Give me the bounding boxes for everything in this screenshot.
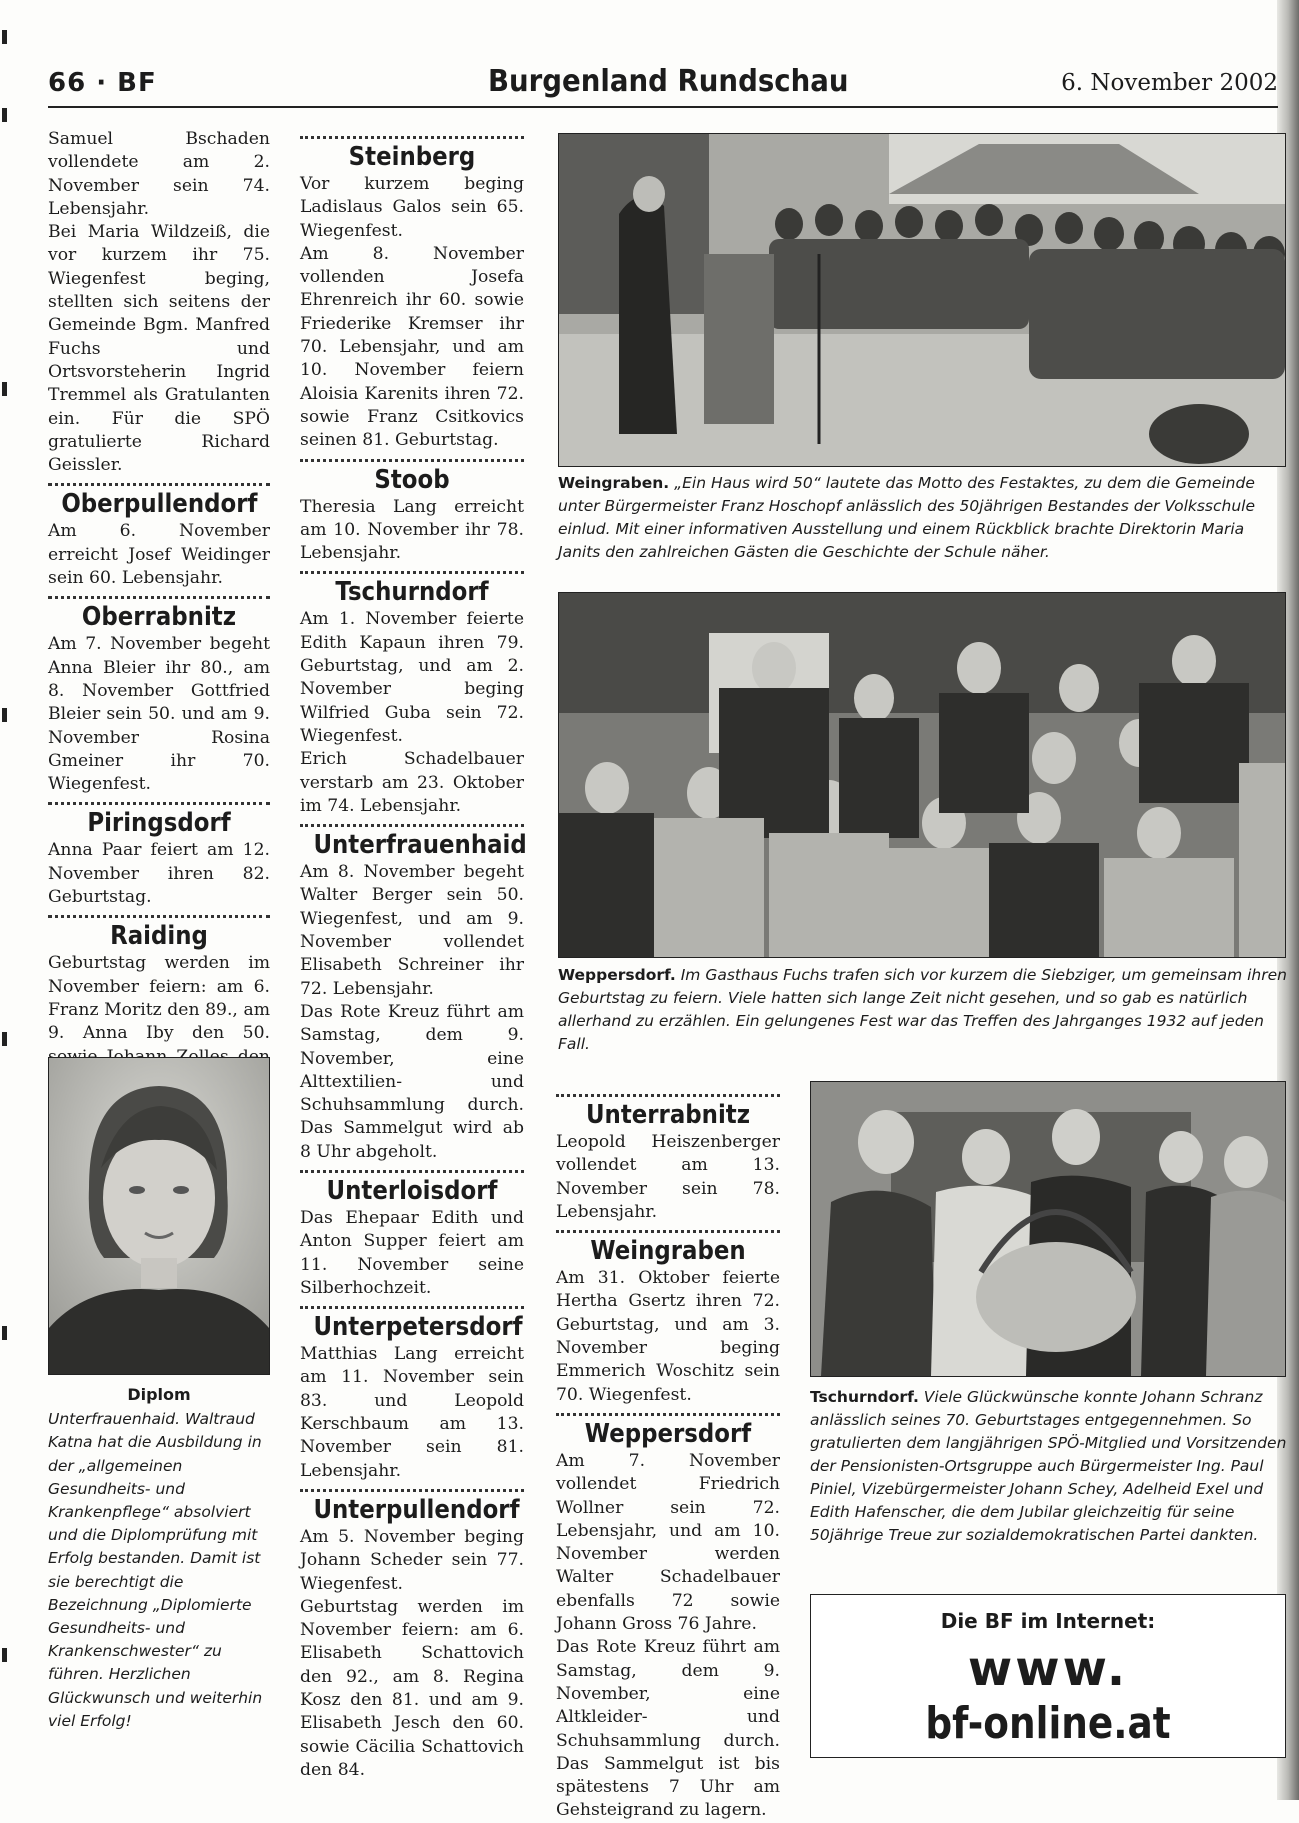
caption-text: Im Gasthaus Fuchs trafen sich vor kurzem die Siebziger, um gemeinsam ihren Geburtstag zu feiern. Viele hatten sich lange Zeit nicht gesehen, und so gab es natürlich allerhand zu erzählen. Ein gelungenes Fest war das Treffen des Jahrganges 1932 auf jeden Fall. (558, 966, 1287, 1053)
section-heading: Weppersdorf (584, 1418, 752, 1449)
ad-domain-link[interactable]: bf-online.at (925, 1698, 1171, 1749)
caption-text: Viele Glückwünsche konnte Johann Schranz anlässlich seines 70. Geburtstages entgegennehmen. So gratulierten dem langjährigen SPÖ-Mitglied und Vorsitzenden der Pensionisten-Ortsgruppe auch Bürgermeister Ing. Paul Piniel, Vizebürgermeister Johann Schey, Adelheid Exel und Edith Hafenscher, die dem Jubilar gleichzeitig für seine 50jährige Treue zur sozialdemokratischen Partei dankten. (810, 1388, 1287, 1544)
section-heading: Oberrabnitz (81, 602, 237, 633)
section-divider (48, 596, 270, 599)
portrait-photo (48, 1057, 270, 1375)
caption-text: „Ein Haus wird 50“ lautete das Motto des Festaktes, zu dem die Gemeinde unter Bürgermeister Franz Hoschopf anlässlich des 50jährigen Bestandes der Volksschule einlud. Mit einer informativen Ausstellung und einem Rückblick brachte Direktorin Maria Janits den zahlreichen Gästen die Geschichte der Schule näher. (558, 474, 1256, 561)
paragraph: Am 7. November begeht Anna Bleier ihr 80., am 8. November Gottfried Bleier sein 50. und am 9. November Rosina Gmeiner ihr 70. Wiegenfest. (48, 634, 270, 795)
section-divider (556, 1413, 780, 1416)
scan-mark (2, 1648, 7, 1662)
paragraph: Das Rote Kreuz führt am Samstag, dem 9. November, eine Altkleider- und Schuhsammlung durch. Das Sammelgut ist bis spätestens 7 Uhr am Gehsteigrand zu lagern. (556, 1637, 780, 1821)
section-heading: Stoob (374, 464, 450, 495)
scan-mark (2, 1032, 7, 1046)
paragraph: Leopold Heiszenberger vollendet am 13. November sein 78. Lebensjahr. (556, 1132, 780, 1222)
photo-tschurndorf-caption (810, 1386, 1288, 1547)
caption-lead: Weppersdorf. (558, 966, 676, 984)
section-heading: Tschurndorf (335, 577, 489, 608)
portrait-title: Diplom (127, 1385, 191, 1404)
section-heading: Steinberg (348, 142, 476, 172)
paragraph: Geburtstag werden im November feiern: am 6. Elisabeth Schattovich den 92., am 8. Regina Kosz den 81. und am 9. Elisabeth Jesch den 60. sowie Cäcilia Schattovich den 84. (300, 1596, 524, 1780)
column-2 (300, 132, 527, 1782)
photo-weppersdorf-caption (558, 964, 1288, 1056)
photo-tschurndorf (810, 1081, 1286, 1377)
paragraph: Am 5. November beging Johann Scheder sein 77. Wiegenfest. (300, 1526, 524, 1594)
photo-weingraben-caption (558, 472, 1284, 564)
section-heading: Oberpullendorf (61, 489, 258, 520)
section-divider (556, 1230, 780, 1233)
paragraph: Geburtstag werden im November feiern: am 6. Franz Moritz den 89., am 9. Anna Iby den 50. (48, 953, 270, 1044)
section-divider (48, 483, 270, 486)
section-divider (300, 1170, 524, 1173)
paragraph: Am 8. November vollenden Josefa Ehrenreich ihr 60. sowie Friederike Kremser ihr 70. Lebensjahr, und am 10. November feiern Aloisia Karenits ihren 72. sowie Franz Csitkovics seinen 81. Geburtstag. (300, 243, 524, 451)
paragraph: Samuel Bschaden vollendete am 2. November sein 74. Lebensjahr. (48, 129, 270, 219)
section-divider (300, 459, 524, 462)
paragraph: Erich Schadelbauer verstarb am 23. Oktober im 74. Lebensjahr. (300, 749, 524, 816)
photo-weingraben-image (559, 134, 1285, 466)
ad-title: Die BF im Internet: (940, 1609, 1156, 1633)
scan-mark (2, 382, 7, 396)
portrait-caption-block (48, 1383, 270, 1733)
paragraph: Matthias Lang erreicht am 11. November sein 83. und Leopold Kerschbaum am 13. November sein 81. Lebensjahr. (300, 1344, 524, 1481)
scan-mark (2, 1326, 7, 1340)
paragraph: Vor kurzem beging Ladislaus Galos sein 65. Wiegenfest. (300, 174, 524, 241)
paragraph: Am 6. November erreicht Josef Weidinger sein 60. Lebensjahr. (48, 521, 270, 589)
portrait-image (49, 1058, 269, 1374)
photo-tschurndorf-image (811, 1082, 1285, 1376)
paragraph: Am 1. November feierte Edith Kapaun ihren 79. Geburtstag, und am 2. November beging Wilfried Guba sein 72. Wiegenfest. (300, 609, 524, 746)
paragraph: Das Rote Kreuz führt am Samstag, dem 9. November, eine Alttextilien- und Schuhsammlung durch. Das Sammelgut wird ab 8 Uhr abgeholt. (300, 1001, 524, 1162)
section-heading: Piringsdorf (87, 808, 231, 839)
section-heading: Unterloisdorf (326, 1175, 498, 1206)
paragraph: Theresia Lang erreicht am 10. November ihr 78. Lebensjahr. (300, 496, 524, 564)
section-heading: Unterpetersdorf (313, 1312, 523, 1343)
portrait-caption: Unterfrauenhaid. Waltraud Katna hat die Ausbildung in der „allgemeinen Gesundheits- und Krankenpflege“ absolviert und die Diplomprüfung mit Erfolg bestanden. Damit ist sie berechtigt die Bezeichnung „Diplomierte Gesundheits- und Krankenschwester“ zu führen. Herzlichen Glückwunsch und weiterhin viel Erfolg! (48, 1410, 263, 1730)
caption-lead: Weingraben. (558, 474, 670, 492)
page-number: 66 · BF (48, 68, 157, 98)
page-header (48, 62, 1278, 108)
section-divider (300, 136, 524, 139)
section-heading: Unterpullendorf (313, 1494, 520, 1525)
paragraph: Am 31. Oktober feierte Hertha Gsertz ihren 72. Geburtstag, und am 3. November beging Emmerich Woschitz sein 70. Wiegenfest. (556, 1268, 780, 1405)
photo-weppersdorf (558, 592, 1286, 958)
photo-weingraben (558, 133, 1286, 467)
section-divider (556, 1094, 780, 1097)
section-divider (300, 1489, 524, 1492)
paragraph: Am 7. November vollendet Friedrich Wollner sein 72. Lebensjahr, und am 10. November werden Walter Schadelbauer ebenfalls 72 sowie Johann Gross 76 Jahre. (556, 1450, 780, 1635)
section-heading: Weingraben (590, 1236, 746, 1267)
caption-lead: Tschurndorf. (810, 1388, 919, 1406)
section-divider (300, 1306, 524, 1309)
paragraph: Bei Maria Wildzeiß, die vor kurzem ihr 75. Wiegenfest beging, stellten sich seitens der Gemeinde Bgm. Manfred Fuchs und Ortsvorsteherin Ingrid Tremmel als Gratulanten ein. Für die SPÖ gratulierte Richard Geissler. (48, 222, 270, 476)
section-divider (300, 571, 524, 574)
column-3 (556, 1088, 780, 1823)
masthead-title: Burgenland Rundschau (488, 64, 849, 99)
section-heading: Raiding (110, 921, 208, 952)
column-1 (48, 128, 270, 1115)
ad-www: www. (967, 1641, 1129, 1697)
paragraph: Anna Paar feiert am 12. November ihren 82. Geburtstag. (48, 840, 270, 908)
paragraph: Am 8. November begeht Walter Berger sein 50. Wiegenfest, und am 9. November vollendet Elisabeth Schreiner ihr 72. Lebensjahr. (300, 862, 524, 999)
section-divider (48, 915, 270, 918)
section-heading: Unterrabnitz (585, 1100, 751, 1130)
paragraph: Das Ehepaar Edith und Anton Supper feiert am 11. November seine Silberhochzeit. (300, 1207, 524, 1298)
section-divider (300, 824, 524, 827)
scan-mark (2, 30, 7, 44)
section-heading: Unterfrauenhaid (313, 830, 527, 861)
photo-weppersdorf-image (559, 593, 1285, 957)
section-divider (48, 802, 270, 805)
scan-mark (2, 708, 7, 722)
internet-ad-box (810, 1594, 1286, 1758)
scan-mark (2, 108, 7, 122)
issue-date: 6. November 2002 (1061, 70, 1278, 96)
